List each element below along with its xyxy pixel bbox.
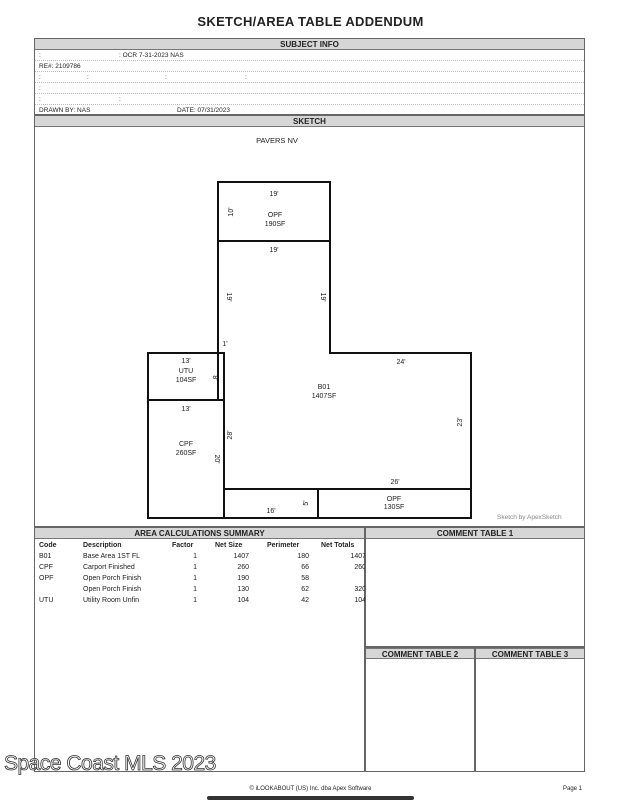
area-calculations-table: [39, 540, 366, 606]
cell-code: CPF: [39, 564, 53, 571]
cell-net-size: 130: [237, 586, 249, 593]
apex-sketch-credit: Sketch by ApexSketch: [497, 514, 562, 521]
cell-description: Utility Room Unfin: [83, 597, 140, 604]
comment-table-3-header: COMMENT TABLE 3: [476, 648, 584, 659]
page-number: Page 1: [563, 786, 583, 792]
table-row: [39, 584, 366, 595]
cell-factor: 1: [193, 575, 197, 582]
comment-table-3: [475, 647, 585, 772]
table-row: [39, 595, 366, 606]
sketch-header: SKETCH: [35, 116, 584, 127]
cell-net-size: 260: [237, 564, 249, 571]
subject-row5-c2: :: [119, 96, 121, 103]
mls-watermark: Space Coast MLS 2023: [4, 752, 216, 775]
subject-info-section: [34, 38, 585, 115]
comment-table-1-header: COMMENT TABLE 1: [366, 528, 584, 539]
col-code: Code: [39, 542, 57, 549]
cell-net-totals: 104: [354, 597, 366, 604]
b01-code: B01: [317, 384, 331, 391]
cell-code: OPF: [39, 575, 54, 582]
subject-row3-c4: :: [245, 74, 247, 81]
table-row: [39, 551, 366, 562]
cell-description: Open Porch Finish: [83, 586, 141, 593]
col-factor: Factor: [172, 542, 194, 549]
subject-row4-c1: :: [39, 85, 41, 92]
cpf-width: 13': [181, 406, 191, 413]
main-left-dim: 19': [225, 292, 232, 302]
cell-factor: 1: [193, 586, 197, 593]
main-bottom-step: 5': [303, 500, 310, 506]
utu-height: 8': [211, 375, 218, 381]
main-width: 19': [269, 247, 279, 254]
cell-perimeter: 62: [301, 586, 309, 593]
opf-top-area: 190SF: [264, 221, 286, 228]
sketch-section: [34, 115, 585, 527]
main-small-dim: 1': [222, 341, 228, 348]
opf-top-height: 10': [228, 207, 235, 217]
subject-row3-c2: :: [87, 74, 89, 81]
col-description: Description: [83, 542, 122, 549]
subject-row5-c1: :: [39, 96, 41, 103]
subject-row-3: [35, 72, 584, 83]
comment-table-2-header: COMMENT TABLE 2: [366, 648, 474, 659]
cell-perimeter: 66: [301, 564, 309, 571]
cell-net-size: 104: [237, 597, 249, 604]
cell-code: UTU: [39, 597, 54, 604]
subject-row-4: [35, 83, 584, 94]
area-calculations-header: AREA CALCULATIONS SUMMARY: [35, 528, 364, 539]
subject-row-2: [35, 61, 584, 72]
col-perimeter: Perimeter: [267, 542, 300, 549]
comment-table-1: [365, 527, 585, 647]
cell-factor: 1: [193, 597, 197, 604]
cell-description: Carport Finished: [83, 564, 135, 571]
scroll-indicator: [207, 796, 414, 800]
floor-plan-drawing: [35, 128, 584, 526]
drawn-by: DRAWN BY: NAS: [39, 107, 91, 114]
cell-perimeter: 58: [301, 575, 309, 582]
cell-net-size: 190: [237, 575, 249, 582]
opf-top-code: OPF: [267, 212, 283, 219]
b01-outline: [218, 241, 471, 489]
subject-row1-value: : OCR 7-31-2023 NAS: [119, 52, 184, 59]
subject-row3-c3: :: [165, 74, 167, 81]
opf-bottom-area: 130SF: [383, 504, 405, 511]
copyright-footer: © iLOOKABOUT (US) Inc. dba Apex Software: [249, 786, 372, 792]
main-bottom-width: 26': [390, 479, 400, 486]
table-row: [39, 562, 366, 573]
col-net-totals: Net Totals: [321, 542, 355, 549]
cell-net-totals: 260: [354, 564, 366, 571]
cell-description: Base Area 1ST FL: [83, 553, 141, 560]
main-left-tall: 28': [227, 430, 234, 440]
utu-area: 104SF: [175, 377, 197, 384]
utu-width: 13': [181, 358, 191, 365]
col-net-size: Net Size: [215, 542, 243, 549]
subject-row3-c1: :: [39, 74, 41, 81]
cell-perimeter: 180: [297, 553, 309, 560]
cell-code: B01: [39, 553, 52, 560]
comment-table-2: [365, 647, 475, 772]
subject-row-1: [35, 50, 584, 61]
cell-description: Open Porch Finish: [83, 575, 141, 582]
cell-net-totals: 320: [354, 586, 366, 593]
cell-perimeter: 42: [301, 597, 309, 604]
subject-row-5: [35, 94, 584, 105]
subject-row1-colon: :: [39, 52, 41, 59]
main-right-dim: 19': [319, 292, 326, 302]
cell-net-size: 1407: [233, 553, 249, 560]
subject-info-header: SUBJECT INFO: [35, 39, 584, 50]
cell-net-totals: 1407: [350, 553, 366, 560]
sketch-title: PAVERS NV: [256, 136, 298, 145]
area-calculations-section: [34, 527, 365, 772]
cpf-code: CPF: [179, 441, 193, 448]
utu-code: UTU: [178, 368, 194, 375]
opf-top-width: 19': [269, 191, 279, 198]
cpf-outline: [148, 400, 224, 518]
cpf-height: 20': [213, 454, 220, 464]
opf-bottom-code: OPF: [386, 496, 402, 503]
document-title: SKETCH/AREA TABLE ADDENDUM: [197, 14, 424, 29]
sketch-date: DATE: 07/31/2023: [177, 107, 230, 114]
table-header-row: [39, 540, 361, 551]
cell-factor: 1: [193, 564, 197, 571]
cpf-area: 260SF: [175, 450, 197, 457]
main-right-width: 24': [396, 359, 406, 366]
table-row: [39, 573, 361, 584]
main-right-height: 23': [457, 417, 464, 427]
main-bottom-left: 16': [266, 508, 276, 515]
cell-factor: 1: [193, 553, 197, 560]
re-number: RE#: 2109786: [39, 63, 81, 70]
b01-area: 1407SF: [311, 393, 337, 400]
